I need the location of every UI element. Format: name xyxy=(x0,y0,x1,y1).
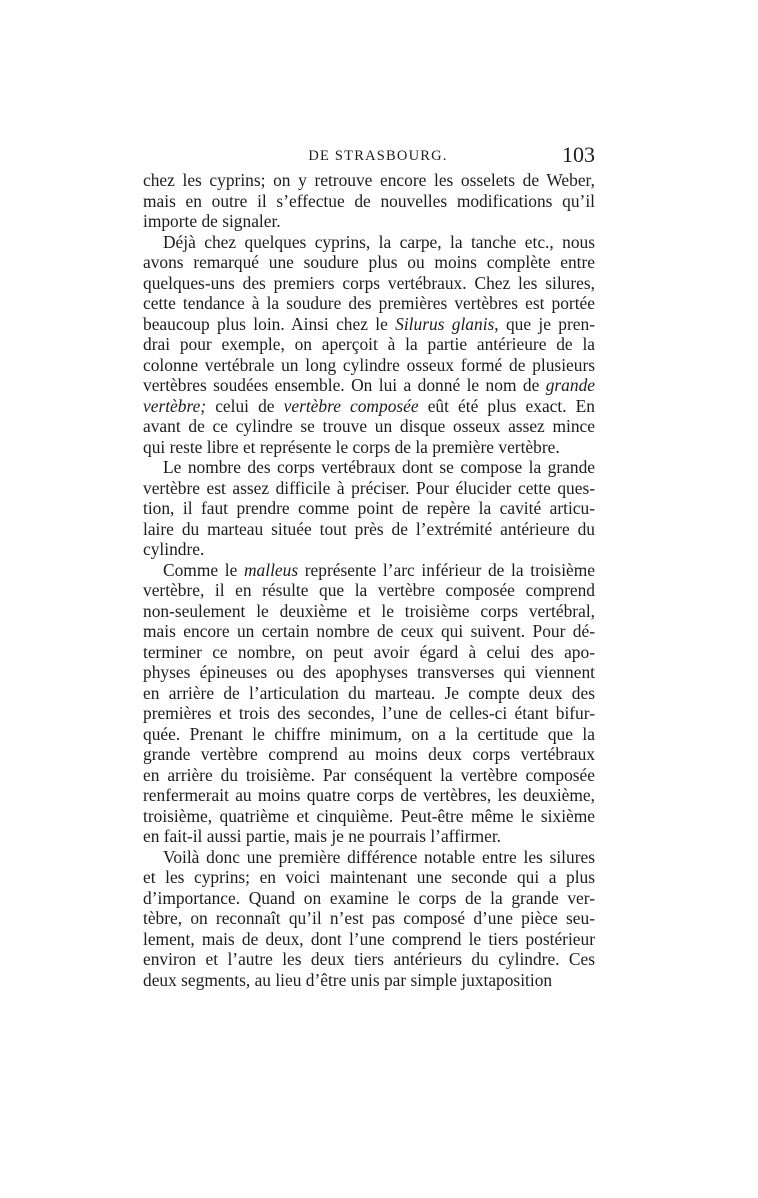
italic-run: grande xyxy=(545,375,595,395)
paragraph xyxy=(143,232,595,458)
text-line xyxy=(143,334,595,355)
text-line xyxy=(143,375,595,396)
text-line xyxy=(143,437,595,458)
text-run: Voilà donc une première différence notable entre les silures xyxy=(163,846,595,867)
italic-run: vertèbre composée xyxy=(283,395,419,416)
text-run: cylindre. xyxy=(143,539,205,559)
text-run: physes épineuses ou des apophyses transverses qui viennent xyxy=(143,662,595,682)
text-line xyxy=(143,621,595,642)
page-number: 103 xyxy=(562,142,595,167)
text-run: quelques-uns des premiers corps vertébraux. Chez les silures, xyxy=(143,272,595,293)
text-line xyxy=(143,642,595,663)
text-run: Le nombre des corps vertébraux dont se compose la grande xyxy=(163,457,595,477)
text-run: premières et trois des secondes, l’une de celles-ci étant bifur- xyxy=(143,703,595,723)
text-line xyxy=(143,785,595,806)
text-line xyxy=(143,888,595,909)
text-run: laire du marteau située tout près de l’extrémité antérieure du xyxy=(143,518,595,539)
text-run: environ et l’autre les deux tiers antérieurs du cylindre. Ces xyxy=(143,949,595,969)
text-line xyxy=(143,416,595,437)
text-run: drai pour exemple, on aperçoit à la partie antérieure de la xyxy=(143,334,595,354)
paragraph xyxy=(143,847,595,991)
running-head xyxy=(143,142,595,172)
text-run: deux segments, au lieu d’être unis par simple juxtaposition xyxy=(143,969,553,990)
italic-run: malleus xyxy=(243,559,299,580)
text-run: tèbre, on reconnaît qu’il n’est pas composé d’une pièce seu- xyxy=(143,908,595,928)
text-line xyxy=(143,806,595,827)
text-run: en arrière de l’articulation du marteau. Je compte deux des xyxy=(143,682,595,703)
text-line xyxy=(143,929,595,950)
text-run: qui reste libre et représente le corps de la première vertèbre. xyxy=(143,436,560,457)
text-line xyxy=(143,498,595,519)
text-run: représente l’arc inférieur de la troisième xyxy=(298,559,595,580)
running-title: DE STRASBOURG. xyxy=(308,148,448,164)
text-line xyxy=(143,560,595,581)
text-run: grande vertèbre comprend au moins deux corps vertébraux xyxy=(143,744,595,764)
text-line xyxy=(143,908,595,929)
text-run: eût été plus exact. En xyxy=(418,395,595,416)
text-line xyxy=(143,355,595,376)
text-run: vertèbre est assez difficile à préciser. Pour élucider cette ques- xyxy=(143,477,595,498)
text-line xyxy=(143,539,595,560)
text-line xyxy=(143,273,595,294)
text-line xyxy=(143,478,595,499)
text-run: d’importance. Quand on examine le corps de la grande ver- xyxy=(143,887,595,908)
text-run: celui de xyxy=(206,395,284,416)
paragraph xyxy=(143,457,595,560)
text-run: cette tendance à la soudure des premières vertèbres est portée xyxy=(143,293,595,313)
text-line xyxy=(143,744,595,765)
text-line xyxy=(143,252,595,273)
text-line xyxy=(143,191,595,212)
text-run: colonne vertébrale un long cylindre osseux formé de plusieurs xyxy=(143,354,595,375)
text-line xyxy=(143,314,595,335)
italic-run: Silurus glanis xyxy=(395,313,495,334)
text-run: troisième, quatrième et cinquième. Peut-être même le sixième xyxy=(143,805,595,826)
text-run: avons remarqué une soudure plus ou moins complète entre xyxy=(143,252,595,272)
text-run: et les cyprins; en voici maintenant une seconde qui a plus xyxy=(143,867,595,887)
text-run: en fait-il aussi partie, mais je ne pourrais l’affirmer. xyxy=(143,826,501,846)
text-line xyxy=(143,601,595,622)
text-run: terminer ce nombre, on peut avoir égard à celui des apo- xyxy=(143,641,595,662)
paragraph xyxy=(143,170,595,232)
text-line xyxy=(143,170,595,191)
text-run: quée. Prenant le chiffre minimum, on a la certitude que la xyxy=(143,723,595,744)
text-line xyxy=(143,457,595,478)
text-run: Déjà chez quelques cyprins, la carpe, la tanche etc., nous xyxy=(163,231,595,252)
text-line xyxy=(143,765,595,786)
text-run: vertèbres soudées ensemble. On lui a donné le nom de xyxy=(143,375,546,395)
text-run: non-seulement le deuxième et le troisième corps vertébral, xyxy=(143,600,595,621)
text-run: importe de signaler. xyxy=(143,211,281,231)
text-line xyxy=(143,396,595,417)
text-line xyxy=(143,724,595,745)
text-line xyxy=(143,949,595,970)
text-run: , que je pren- xyxy=(494,313,595,334)
text-run: Comme le xyxy=(163,559,244,580)
text-run: vertèbre, il en résulte que la vertèbre composée comprend xyxy=(143,580,595,600)
text-line xyxy=(143,232,595,253)
text-line xyxy=(143,970,595,991)
text-run: lement, mais de deux, dont l’une comprend le tiers postérieur xyxy=(143,928,595,949)
text-line xyxy=(143,683,595,704)
text-run: en arrière du troisième. Par conséquent la vertèbre composée xyxy=(143,764,595,785)
text-run: renfermerait au moins quatre corps de vertèbres, les deuxième, xyxy=(143,785,595,805)
text-line xyxy=(143,211,595,232)
text-line xyxy=(143,867,595,888)
text-run: avant de ce cylindre se trouve un disque osseux assez mince xyxy=(143,416,595,436)
paragraph xyxy=(143,560,595,847)
italic-run: vertèbre; xyxy=(143,395,207,416)
text-line xyxy=(143,580,595,601)
text-line xyxy=(143,826,595,847)
text-line xyxy=(143,703,595,724)
text-run: mais encore un certain nombre de ceux qui suivent. Pour dé- xyxy=(143,621,595,641)
text-line xyxy=(143,847,595,868)
text-run: tion, il faut prendre comme point de repère la cavité articu- xyxy=(143,498,595,518)
text-run: chez les cyprins; on y retrouve encore les osselets de Weber, xyxy=(143,170,595,190)
text-line xyxy=(143,293,595,314)
body-text xyxy=(143,170,595,990)
text-run: mais en outre il s’effectue de nouvelles modifications qu’il xyxy=(143,190,595,211)
text-line xyxy=(143,662,595,683)
text-run: beaucoup plus loin. Ainsi chez le xyxy=(143,313,396,334)
text-line xyxy=(143,519,595,540)
